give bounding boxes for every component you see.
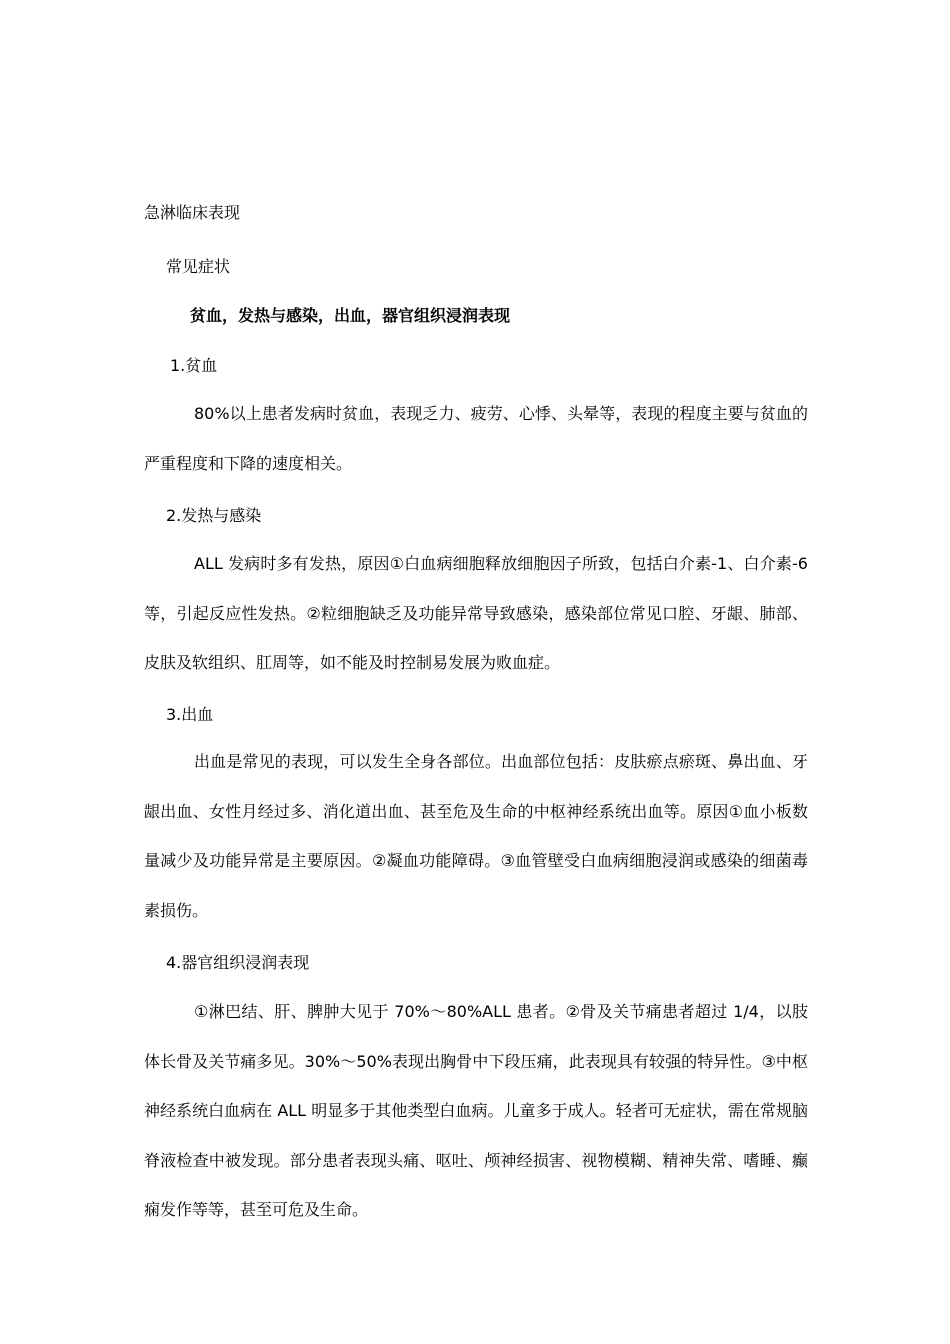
section-subtitle: 常见症状 bbox=[166, 257, 231, 276]
section-heading-bleeding: 3.出血 bbox=[166, 705, 214, 724]
section-heading-fever-infection: 2.发热与感染 bbox=[166, 506, 262, 525]
section-body-organ-infiltration: ①淋巴结、肝、脾肿大见于 70%～80%ALL 患者。②骨及关节痛患者超过 1/4，以肢体长骨及关节痛多见。30%～50%表现出胸骨中下段压痛，此表现具有较强的特异性。③中枢神经系统白血病在 ALL 明显多于其他类型白血病。儿童多于成人。轻者可无症状，需在常规脑脊液检查中被发现。部分患者表现头痛、呕吐、颅神经损害、视物模糊、精神失常、嗜睡、癫痫发作等等，甚至可危及生命。 bbox=[144, 1002, 808, 1219]
section-heading-anemia: 1.贫血 bbox=[170, 356, 218, 375]
section-heading-organ-infiltration: 4.器官组织浸润表现 bbox=[166, 953, 310, 972]
section-body-bleeding: 出血是常见的表现，可以发生全身各部位。出血部位包括：皮肤瘀点瘀斑、鼻出血、牙龈出血、女性月经过多、消化道出血、甚至危及生命的中枢神经系统出血等。原因①血小板数量减少及功能异常是主要原因。②凝血功能障碍。③血管壁受白血病细胞浸润或感染的细菌毒素损伤。 bbox=[144, 752, 808, 920]
section-body-anemia: 80%以上患者发病时贫血，表现乏力、疲劳、心悸、头晕等，表现的程度主要与贫血的严重程度和下降的速度相关。 bbox=[144, 404, 808, 473]
symptom-summary: 贫血，发热与感染，出血，器官组织浸润表现 bbox=[190, 306, 511, 325]
section-body-fever-infection: ALL 发病时多有发热，原因①白血病细胞释放细胞因子所致，包括白介素-1、白介素-6 等，引起反应性发热。②粒细胞缺乏及功能异常导致感染，感染部位常见口腔、牙龈、肺部、皮肤及软组织、肛周等，如不能及时控制易发展为败血症。 bbox=[144, 554, 808, 672]
document-title: 急淋临床表现 bbox=[144, 203, 241, 222]
